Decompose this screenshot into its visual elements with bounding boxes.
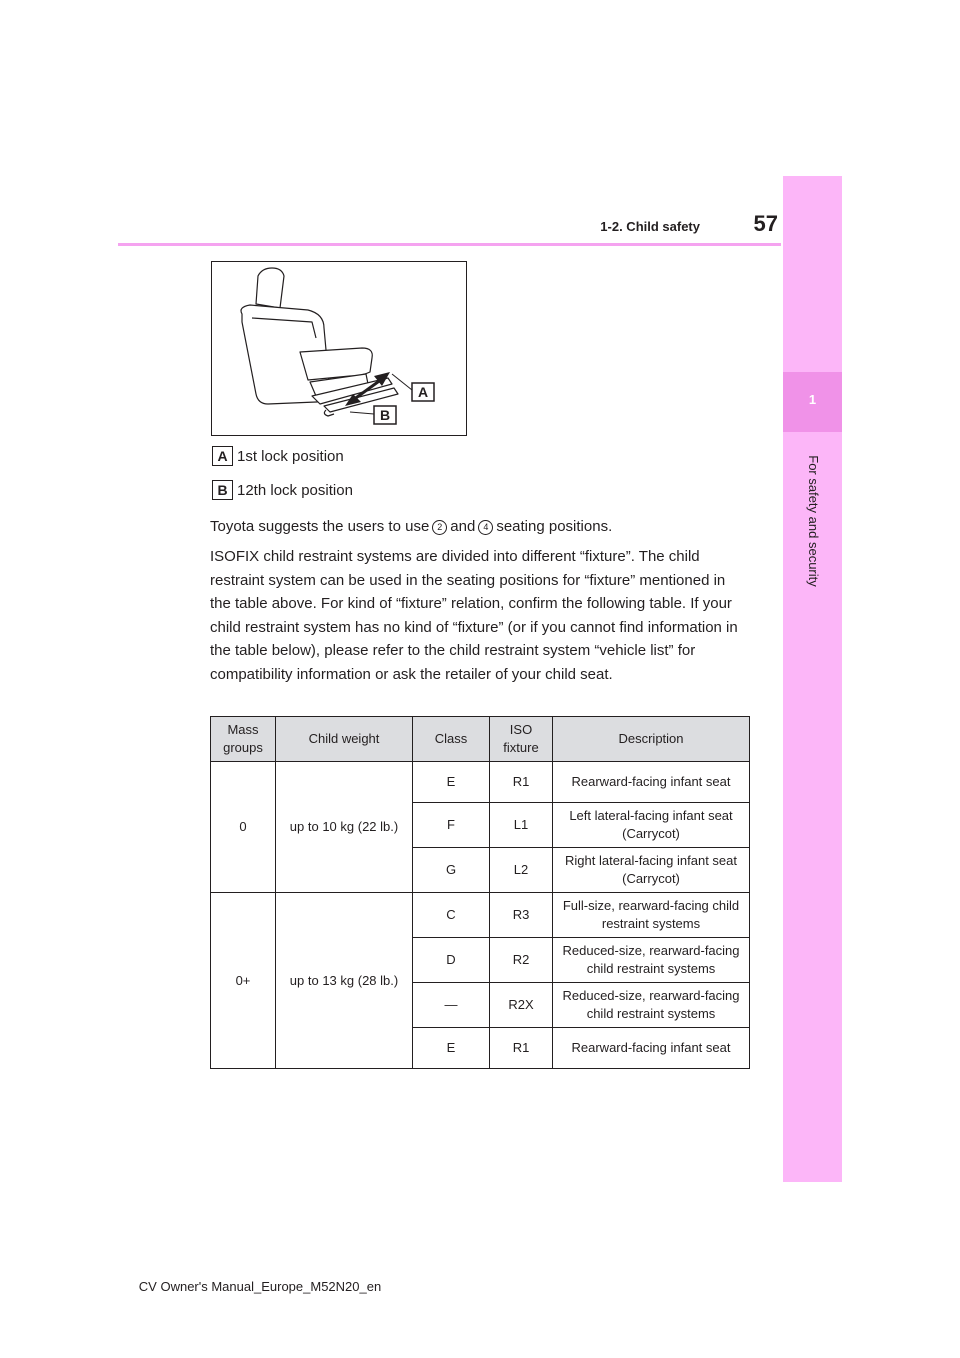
col-iso-fixture: ISO fixture <box>490 717 553 762</box>
fixture-cell: R3 <box>490 893 553 938</box>
child-weight-cell: up to 10 kg (22 lb.) <box>276 762 413 893</box>
col-mass-groups: Mass groups <box>211 717 276 762</box>
callout-a-label: A <box>417 384 429 400</box>
footer-text: CV Owner's Manual_Europe_M52N20_en <box>138 1279 382 1294</box>
callout-b-label: B <box>379 407 391 423</box>
class-cell: E <box>413 1028 490 1069</box>
description-cell: Rearward-facing infant seat <box>553 762 750 803</box>
mass-group-cell: 0+ <box>211 893 276 1069</box>
headrest-shape <box>256 268 284 308</box>
description-cell: Full-size, rearward-facing child restraint systems <box>553 893 750 938</box>
page-number: 57 <box>753 211 778 236</box>
col-class: Class <box>413 717 490 762</box>
side-tab-label: For safety and security <box>806 455 821 587</box>
table-header-row <box>211 717 750 762</box>
class-cell: G <box>413 848 490 893</box>
fixture-cell: L2 <box>490 848 553 893</box>
col-child-weight: Child weight <box>276 717 413 762</box>
section-title: 1-2. Child safety <box>600 219 700 234</box>
class-cell: — <box>413 983 490 1028</box>
header-rule <box>118 243 781 246</box>
callout-b-text: 12th lock position <box>237 481 353 499</box>
side-tab-number: 1 <box>783 372 842 432</box>
callout-a-row <box>212 446 344 466</box>
seat-illustration <box>211 261 467 436</box>
seat-position-2-icon: 2 <box>432 520 447 535</box>
class-cell: F <box>413 803 490 848</box>
description-cell: Left lateral-facing infant seat (Carrycot) <box>553 803 750 848</box>
fixture-cell: L1 <box>490 803 553 848</box>
callout-a-text: 1st lock position <box>237 447 344 465</box>
description-cell: Reduced-size, rearward-facing child restraint systems <box>553 938 750 983</box>
callout-b-badge: B <box>212 480 233 500</box>
fixture-cell: R1 <box>490 762 553 803</box>
class-cell: C <box>413 893 490 938</box>
fixture-cell: R2X <box>490 983 553 1028</box>
table-row <box>211 762 750 803</box>
child-weight-cell: up to 13 kg (28 lb.) <box>276 893 413 1069</box>
class-cell: E <box>413 762 490 803</box>
mass-group-cell: 0 <box>211 762 276 893</box>
description-cell: Right lateral-facing infant seat (Carrycot) <box>553 848 750 893</box>
isofix-fixture-table <box>210 716 750 1069</box>
suggestion-text: Toyota suggests the users to use 2 and 4 seating positions. <box>210 518 613 535</box>
description-cell: Rearward-facing infant seat <box>553 1028 750 1069</box>
table-row <box>211 893 750 938</box>
seat-position-4-icon: 4 <box>478 520 493 535</box>
description-cell: Reduced-size, rearward-facing child restraint systems <box>553 983 750 1028</box>
fixture-cell: R1 <box>490 1028 553 1069</box>
col-description: Description <box>553 717 750 762</box>
isofix-paragraph: ISOFIX child restraint systems are divided into different “fixture”. The child restraint system can be used in the seating positions for “fixture” mentioned in the table above. For kind of “fixture” relation, confirm the following table. If your child restraint system has no kind of “fixture” (or if you cannot find information in the table below), please refer to the child restraint system “vehicle list” for compatibility information or ask the retailer of your child seat. <box>210 548 738 683</box>
class-cell: D <box>413 938 490 983</box>
callout-a-badge: A <box>212 446 233 466</box>
fixture-cell: R2 <box>490 938 553 983</box>
callout-b-row <box>212 480 353 500</box>
side-tab <box>783 176 842 1182</box>
